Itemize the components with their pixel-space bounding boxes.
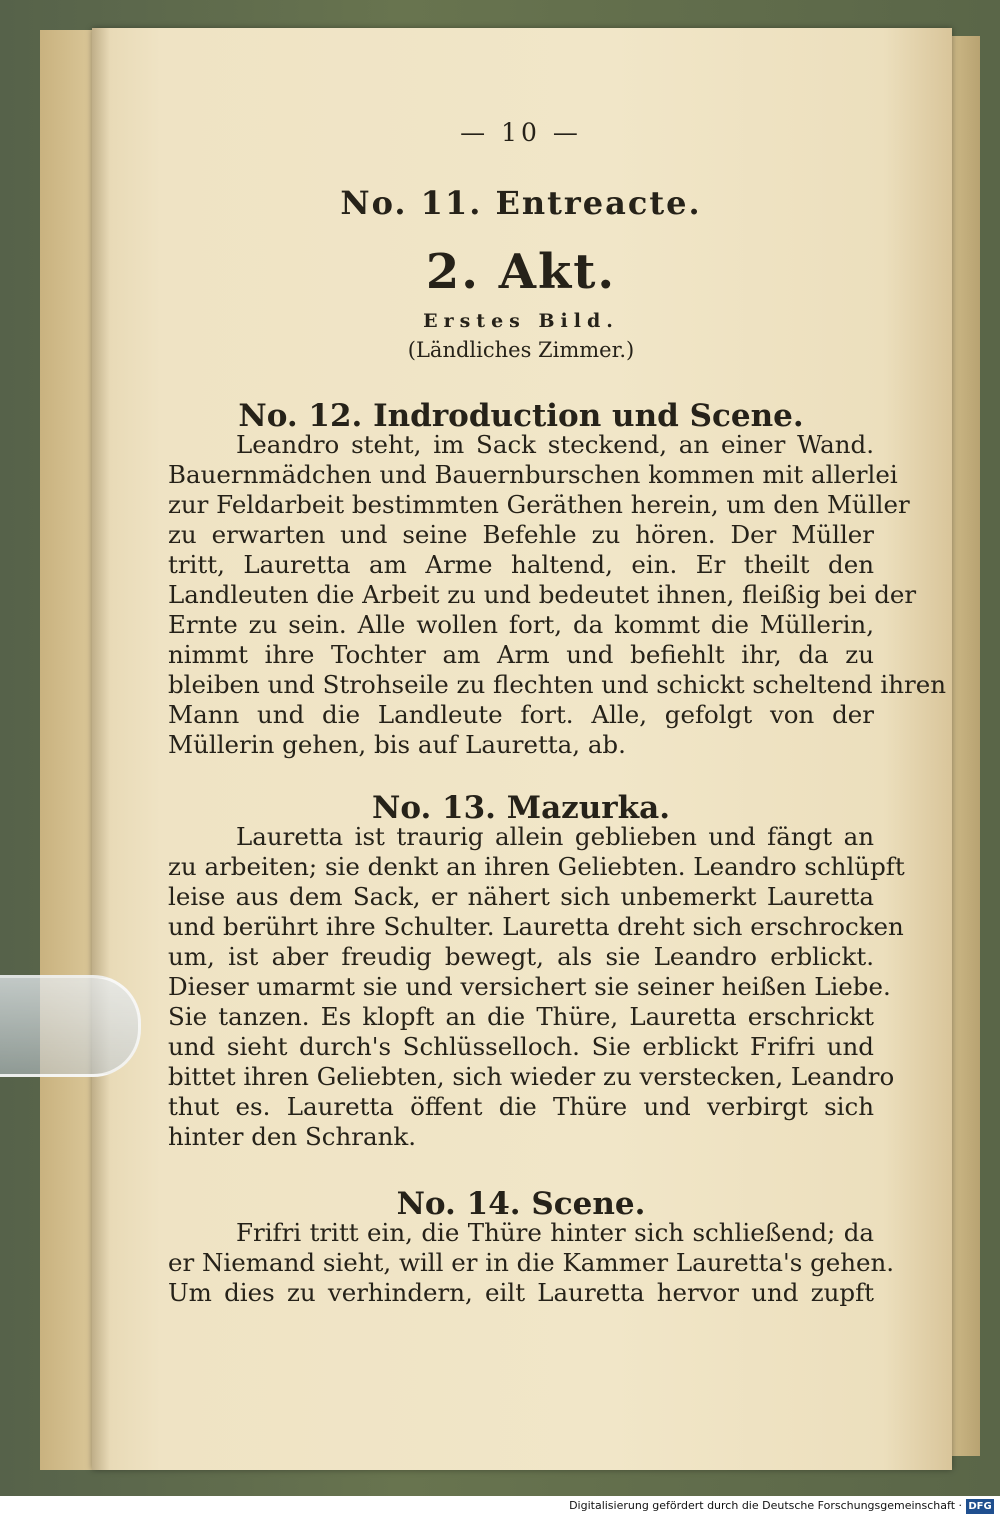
heading-no14: No. 14. Scene. (396, 1186, 646, 1222)
heading-no12: No. 12. Indroduction und Scene. (238, 398, 804, 434)
text-line: bittet ihren Geliebten, sich wieder zu verstecken, Leandro (168, 1062, 895, 1091)
text-line: Ernte zu sein. Alle wollen fort, da kommt die Müllerin, (168, 610, 874, 639)
dfg-logo-icon: DFG (966, 1499, 994, 1514)
text-line: Landleuten die Arbeit zu und bedeutet ihnen, fleißig bei der (168, 580, 917, 609)
text-line: leise aus dem Sack, er nähert sich unbemerkt Lauretta (168, 882, 874, 911)
text-line: nimmt ihre Tochter am Arm und befiehlt ihr, da zu (168, 640, 874, 669)
text-line: Dieser umarmt sie und versichert sie seiner heißen Liebe. (168, 972, 891, 1001)
heading-scene-image: Erstes Bild. (423, 310, 619, 332)
text-line: er Niemand sieht, will er in die Kammer Lauretta's gehen. (168, 1248, 895, 1277)
text-line: Bauernmädchen und Bauernburschen kommen mit allerlei (168, 460, 898, 489)
heading-no13: No. 13. Mazurka. (371, 790, 670, 826)
text-line: tritt, Lauretta am Arme haltend, ein. Er theilt den (168, 550, 874, 579)
spine-shadow (92, 28, 110, 1470)
text-line: und berührt ihre Schulter. Lauretta dreht sich erschrocken (168, 912, 904, 941)
heading-entreacte: No. 11. Entreacte. (340, 184, 702, 222)
text-line: um, ist aber freudig bewegt, als sie Leandro erblickt. (168, 942, 874, 971)
paragraph-no12 (168, 430, 947, 760)
page-number: — 10 — (460, 118, 582, 147)
text-line: Um dies zu verhindern, eilt Lauretta hervor und zupft (168, 1278, 874, 1307)
footer-bar (0, 1496, 1000, 1518)
text-line: thut es. Lauretta öffent die Thüre und verbirgt sich (168, 1092, 874, 1121)
text-line: Frifri tritt ein, die Thüre hinter sich schließend; da (236, 1218, 874, 1247)
text-line: Müllerin gehen, bis auf Lauretta, ab. (168, 730, 626, 759)
paragraph-no14 (168, 1218, 895, 1308)
text-line: zu arbeiten; sie denkt an ihren Geliebten. Leandro schlüpft (168, 852, 905, 881)
text-line: Lauretta ist traurig allein geblieben und fängt an (236, 822, 874, 851)
text-line: zur Feldarbeit bestimmten Geräthen herein, um den Müller (168, 490, 910, 519)
text-line: hinter den Schrank. (168, 1122, 417, 1151)
text-line: Mann und die Landleute fort. Alle, gefolgt von der (168, 700, 874, 729)
heading-act: 2. Akt. (425, 244, 617, 300)
text-line: zu erwarten und seine Befehle zu hören. Der Müller (168, 520, 874, 549)
footer-credit: Digitalisierung gefördert durch die Deutsche Forschungsgemeinschaft · (569, 1499, 962, 1512)
text-line: bleiben und Strohseile zu flechten und schickt scheltend ihren (168, 670, 947, 699)
heading-setting: (Ländliches Zimmer.) (407, 338, 635, 362)
text-line: Leandro steht, im Sack steckend, an einer Wand. (236, 430, 874, 459)
page-clip (0, 975, 141, 1077)
text-line: und sieht durch's Schlüsselloch. Sie erblickt Frifri und (168, 1032, 874, 1061)
text-line: Sie tanzen. Es klopft an die Thüre, Lauretta erschrickt (168, 1002, 874, 1031)
book-page-edge-right (950, 36, 980, 1456)
paragraph-no13 (168, 822, 905, 1152)
